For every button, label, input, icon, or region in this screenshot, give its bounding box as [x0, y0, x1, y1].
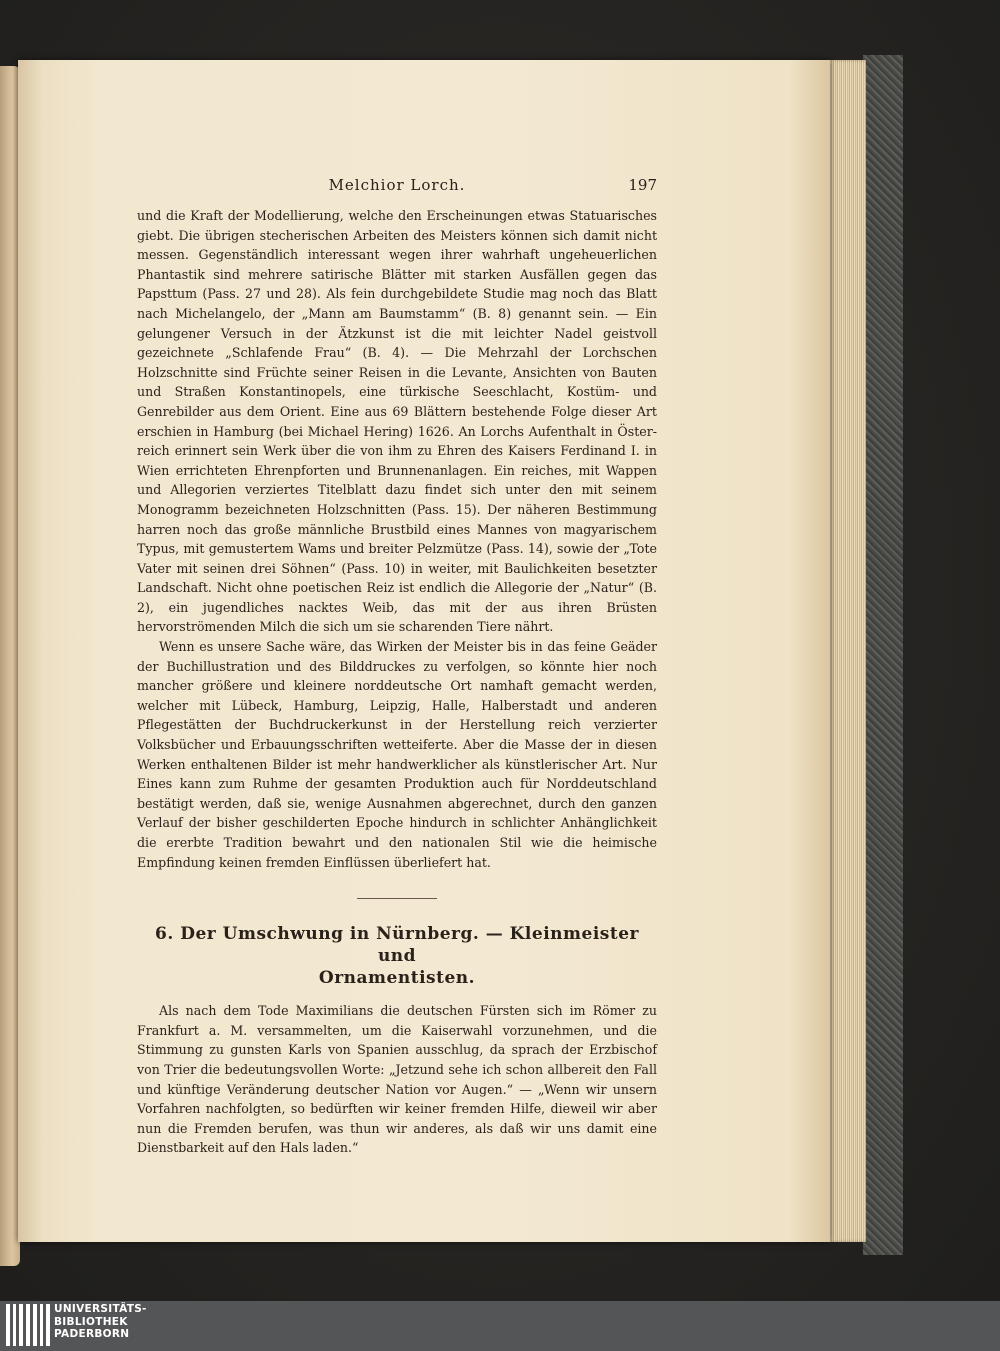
- section-number: 6.: [155, 924, 174, 945]
- running-head: [137, 176, 657, 198]
- section-title-line2: Ornamentisten.: [318, 968, 476, 989]
- section-paragraph: Als nach dem Tode Maximilians die deutschen Fürsten sich im Römer zu Frankfurt a. M. versammelten, um die Kaiserwahl vorzunehmen, und die Stimmung zu gunsten Karls von Spanien ausschlug, da sprach der Erzbischof von Trier die bedeutungsvollen Worte: „Jetzund sehe ich schon allbereit den Fall und künftige Veränderung deutscher Nation vor Augen.“ — „Wenn wir unsern Vorfahren nachfolgten, so bedürften wir keiner fremden Hilfe, dieweil wir aber nun die Fremden berufen, was thun wir anderes, als daß wir uns damit eine Dienstbarkeit auf den Hals laden.“: [137, 1003, 657, 1156]
- section-heading: [137, 923, 657, 989]
- book-cover-board: [862, 55, 903, 1255]
- library-logo-icon: [6, 1304, 50, 1346]
- body-paragraph: Wenn es unsere Sache wäre, das Wirken der Meister bis in das feine Geäder der Buchillustration und des Bilddruckes zu verfolgen, so könnte hier noch mancher größere und kleinere norddeutsche Ort namhaft gemacht werden, welcher mit Lübeck, Hamburg, Leipzig, Halle, Halberstadt und anderen Pflegestätten der Buchdruckerkunst in der Herstellung reich verzierter Volksbücher und Erbauungsschriften wetteiferte. Aber die Masse der in diesen Werken enthaltenen Bilder ist mehr handwerklicher als künstlerischer Art. Nur Eines kann zum Ruhme der gesamten Produktion auch für Norddeutschland bestätigt werden, daß sie, wenige Ausnahmen abgerechnet, durch den ganzen Verlauf der bisher geschilderten Epoche hindurch in schlichter Anhänglichkeit die ererbte Tradition bewahrt und den nationalen Stil wie die heimische Empfindung keinen fremden Einflüssen überliefert hat.: [137, 639, 657, 870]
- page-content: [137, 176, 657, 1158]
- running-head-title: Melchior Lorch.: [328, 176, 466, 194]
- library-name-line: UNIVERSITÄTS-: [54, 1303, 147, 1315]
- library-footer: [0, 1301, 1000, 1351]
- body-paragraph: und die Kraft der Modellierung, welche den Erscheinungen etwas Statuarisches giebt. Die übrigen stecherischen Arbeiten des Meisters können sich damit nicht messen. Gegenständlich interessant wegen ihrer wahrhaft ungeheuerlichen Phantastik sind mehrere satirische Blätter mit starken Ausfällen gegen das Papsttum (Pass. 27 und 28). Als fein durchgebildete Studie mag noch das Blatt nach Michelangelo, der „Mann am Baumstamm“ (B. 8) genannt sein. — Ein gelungener Versuch in der Ätzkunst ist die mit leichter Nadel geistvoll gezeichnete „Schlafende Frau“ (B. 4). — Die Mehrzahl der Lorchschen Holzschnitte sind Früchte seiner Reisen in die Levante, Ansichten von Bauten und Straßen Konstantinopels, eine türkische Seeschlacht, Kostüm- und Genrebilder aus dem Orient. Eine aus 69 Blättern bestehende Folge dieser Art erschien in Hamburg (bei Michael Hering) 1626. An Lorchs Aufenthalt in Österreich erinnert sein Werk über die von ihm zu Ehren des Kaisers Ferdinand I. in Wien errichteten Ehrenpforten und Brunnenanlagen. Ein reiches, mit Wappen und Allegorien verziertes Titelblatt dazu findet sich unter den mit seinem Monogramm bezeichneten Holzschnitten (Pass. 15). Der näheren Bestimmung harren noch das große männliche Brustbild eines Mannes von magyarischem Typus, mit gemustertem Wams und breiter Pelzmütze (Pass. 14), sowie der „Tote Vater mit seinen drei Söhnen“ (Pass. 10) in weiter, mit Baulichkeiten besetzter Landschaft. Nicht ohne poetischen Reiz ist endlich die Allegorie der „Natur“ (B. 2), ein jugendliches nacktes Weib, das mit der aus ihren Brüsten hervorströmenden Milch die sich um sie scharenden Tiere nährt.: [137, 208, 657, 635]
- section-divider: [357, 898, 437, 899]
- library-name: [54, 1303, 147, 1341]
- library-name-line: BIBLIOTHEK: [54, 1315, 128, 1328]
- page-stack-edge: [828, 60, 866, 1242]
- page-number: 197: [628, 176, 657, 194]
- section-title-line1: Der Umschwung in Nürnberg. — Kleinmeister und: [180, 924, 639, 967]
- left-page-edge: [0, 66, 20, 1266]
- library-name-line: PADERBORN: [54, 1328, 130, 1340]
